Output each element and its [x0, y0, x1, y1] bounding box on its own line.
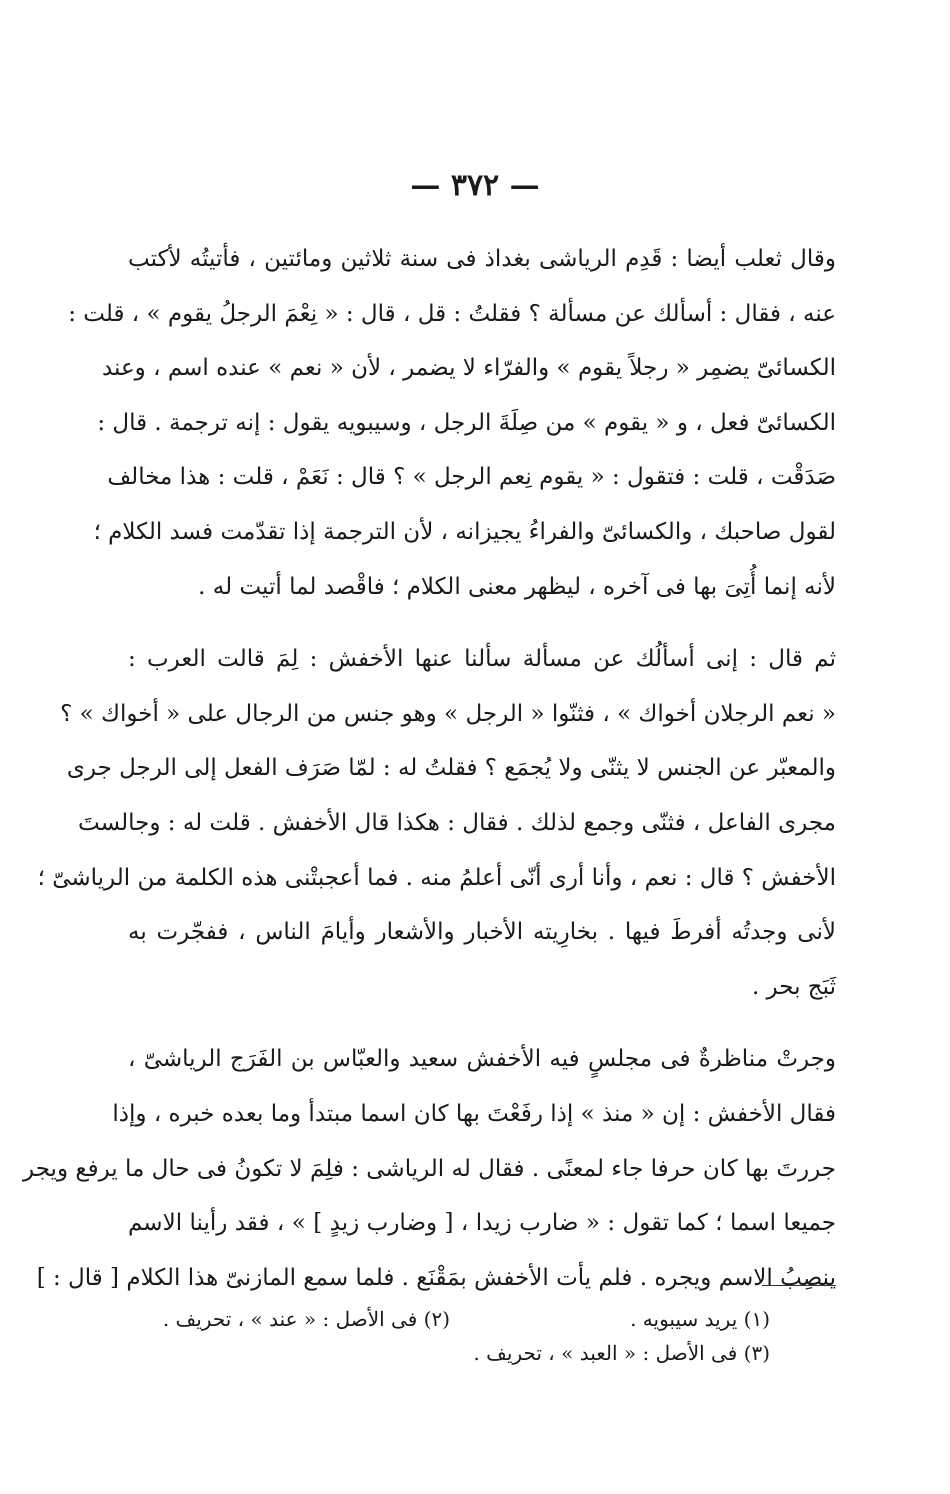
text-line: لأنى وجدتُه أفرطَ فيها . بخارِيته الأخبار والأشعار وأيامَ الناس ، ففجّرت به: [128, 919, 836, 946]
paragraph-3: [23, 1032, 836, 1305]
text-line: لقول صاحبك ، والكسائىّ والفراءُ يجيزانه ، لأن الترجمة إذا تقدّمت فسد الكلام ؛: [93, 518, 836, 545]
text-line: فقال الأخفش : إن « منذ » إذا رفَعْتَ بها كان اسما مبتدأ وما بعده خبره ، وإذا: [112, 1100, 836, 1127]
footnote-3: (٣) فى الأصل : « العبد » ، تحريف .: [473, 1341, 770, 1365]
text-line: عنه ، فقال : أسألك عن مسألة ؟ فقلتُ : قل ، قال : « نِعْمَ الرجلُ يقوم » ، قلت :: [68, 300, 836, 327]
paragraph-2: [37, 632, 836, 1014]
paragraph-1: [68, 232, 836, 614]
text-line: ثَبَج بحر .: [751, 973, 836, 1000]
text-line: الأخفش ؟ قال : نعم ، وأنا أرى أنّى أعلمُ منه . فما أعجبتْنى هذه الكلمة من الرياشىّ ؛: [37, 864, 836, 891]
text-line: ينصِبُ الاسم ويجره . فلم يأت الأخفش بمَقْنَع . فلما سمع المازنىّ هذا الكلام [ قال : ]: [36, 1264, 836, 1291]
text-line: صَدَقْت ، قلت : فتقول : « يقوم نِعم الرجل » ؟ قال : نَعَمْ ، قلت : هذا مخالف: [107, 464, 836, 491]
text-line: ثم قال : إنى أسألُك عن مسألة سألنا عنها الأخفش : لِمَ قالت العرب :: [128, 646, 836, 673]
footnote-divider: [762, 1285, 836, 1286]
text-line: الكسائىّ يضمِر « رجلاً يقوم » والفرّاء لا يضمر ، لأن « نعم » عنده اسم ، وعند: [101, 355, 836, 382]
footnote-1: (١) يريد سيبويه .: [630, 1307, 770, 1331]
footnote-2: (٢) فى الأصل : « عند » ، تحريف .: [162, 1307, 450, 1331]
page-number: — ٣٧٢ —: [410, 168, 540, 203]
text-line: جررتَ بها كان حرفا جاء لمعنًى . فقال له الرياشى : فلِمَ لا تكونُ فى حال ما يرفع ويجر: [23, 1155, 836, 1182]
text-line: مجرى الفاعل ، فثنّى وجمع لذلك . فقال : هكذا قال الأخفش . قلت له : وجالستَ: [78, 809, 836, 836]
footnote-row: [150, 1302, 770, 1336]
text-line: وجرتْ مناظرةٌ فى مجلسٍ فيه الأخفش سعيد والعبّاس بن الفَرَج الرياشىّ ،: [128, 1046, 836, 1073]
text-line: وقال ثعلب أيضا : قَدِم الرياشى بغداذ فى سنة ثلاثين ومائتين ، فأتيتُه لأكتب: [128, 246, 836, 272]
footnote-row: [150, 1336, 770, 1370]
text-line: والمعبّر عن الجنس لا يثنّى ولا يُجمَع ؟ فقلتُ له : لمّا صَرَف الفعل إلى الرجل جرى: [66, 755, 836, 782]
footnotes: [150, 1302, 770, 1370]
body-text: [23, 232, 836, 1305]
text-line: لأنه إنما أُتِىَ بها فى آخره ، ليظهر معنى الكلام ؛ فاقْصد لما أتيت له .: [198, 573, 836, 600]
text-line: جميعا اسما ؛ كما تقول : « ضارب زيدا ، [ وضارب زيدٍ ] » ، فقد رأينا الاسم: [128, 1210, 836, 1237]
text-line: « نعم الرجلان أخواك » ، فثنّوا « الرجل » وهو جنس من الرجال على « أخواك » ؟: [60, 700, 836, 727]
text-line: الكسائىّ فعل ، و « يقوم » من صِلَةَ الرجل ، وسيبويه يقول : إنه ترجمة . قال :: [97, 409, 836, 436]
